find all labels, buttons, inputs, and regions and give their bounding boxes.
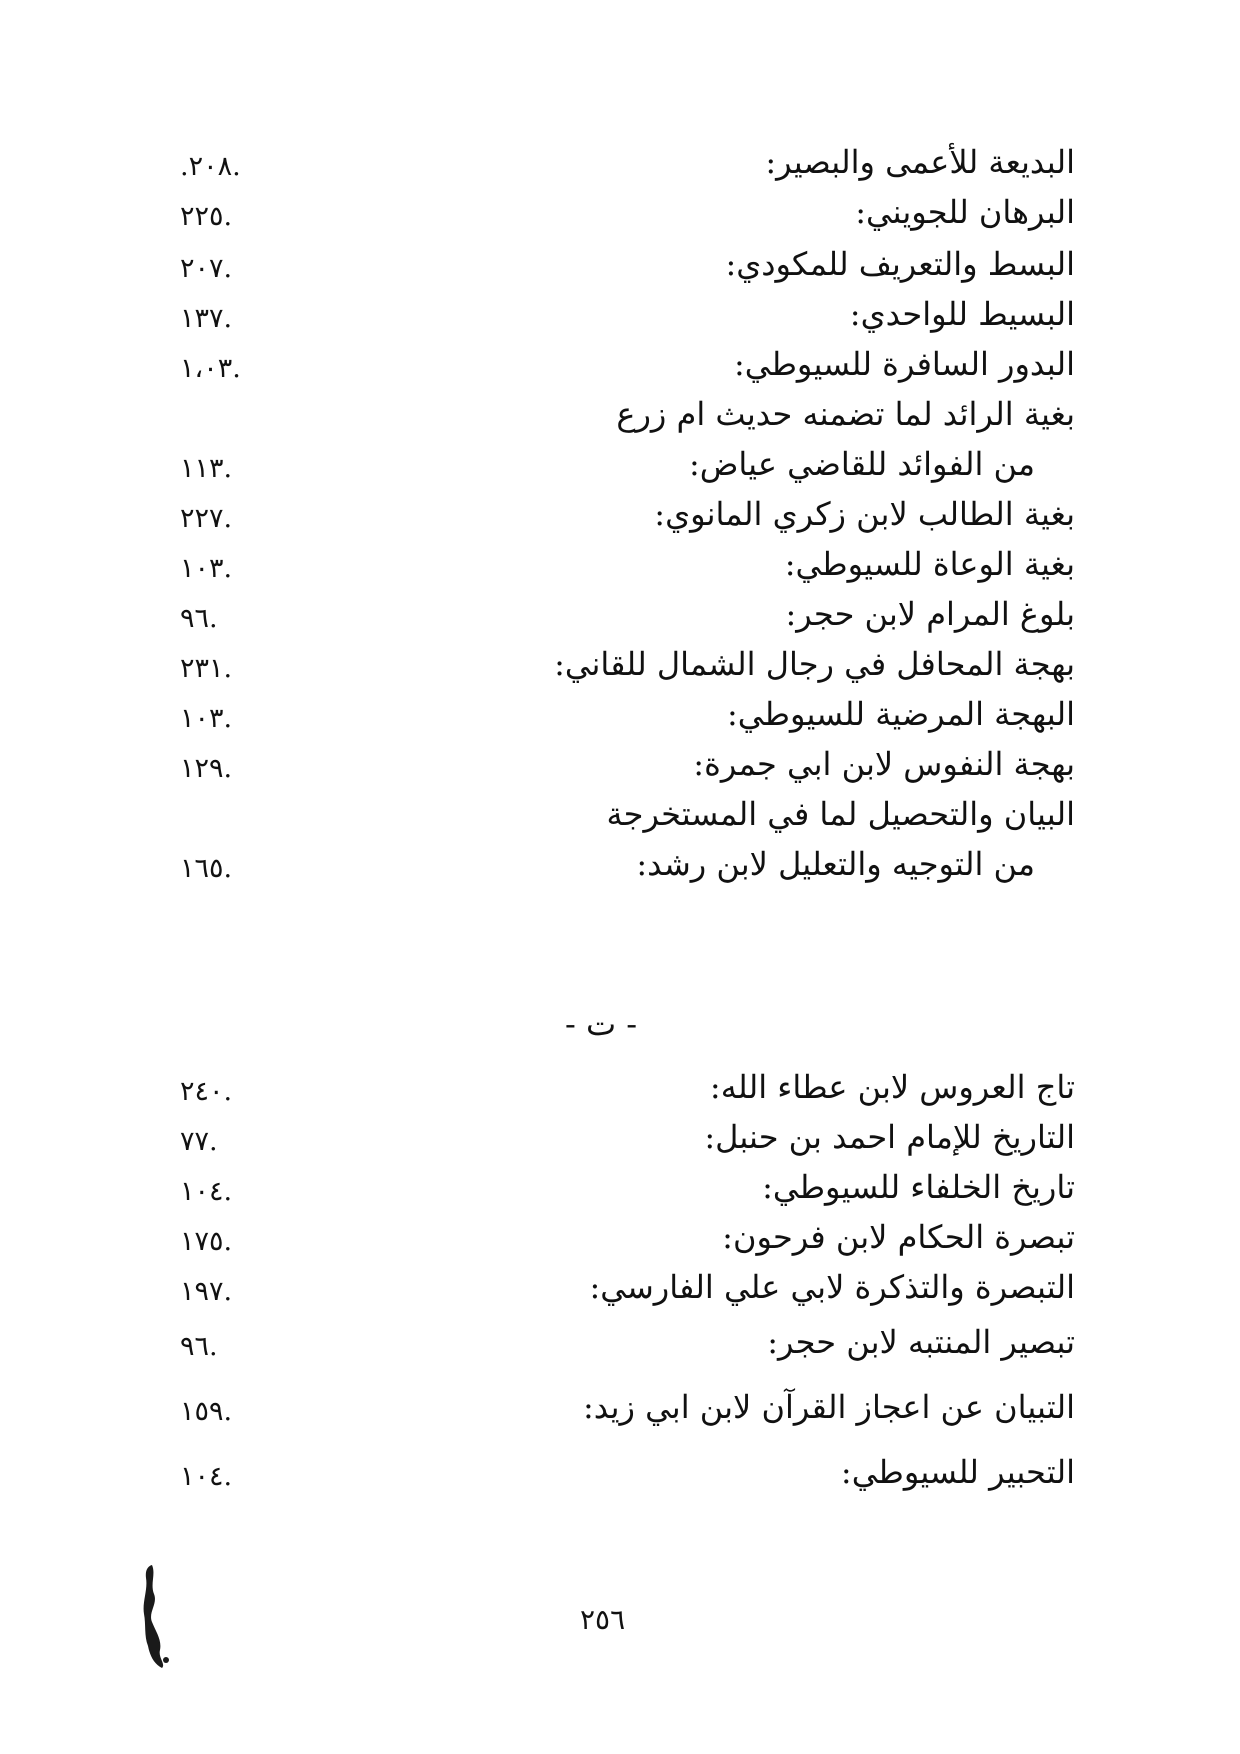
entry-title: التحبير للسيوطي: — [840, 1453, 1075, 1491]
entry-title: بهجة النفوس لابن ابي جمرة: — [693, 745, 1075, 783]
entry-page-number: .٢٠٨. — [180, 151, 241, 182]
entry-page-number: .١١٣ — [180, 453, 233, 484]
entry-title: من الفوائد للقاضي عياض: — [688, 445, 1035, 483]
entry-page-number: .٢٠٧ — [180, 253, 233, 284]
entry-title: من التوجيه والتعليل لابن رشد: — [636, 845, 1035, 883]
index-entry — [150, 1115, 1080, 1165]
section-letter: - ت - — [565, 1005, 638, 1043]
index-entry — [150, 1265, 1080, 1315]
index-entry — [150, 1215, 1080, 1265]
entry-page-number: .١٧٥ — [180, 1226, 233, 1257]
entry-page-number: .٩٦ — [180, 603, 218, 634]
entry-title: بغية الوعاة للسيوطي: — [784, 545, 1075, 583]
entry-page-number: .٧٧ — [180, 1126, 218, 1157]
index-entry — [150, 742, 1080, 792]
entry-page-number: .١٠٣ — [180, 703, 233, 734]
entry-page-number: .١٢٩ — [180, 753, 233, 784]
page-number: ٢٥٦ — [580, 1603, 626, 1636]
entry-page-number: .٢٣١ — [180, 653, 233, 684]
entry-title: البيان والتحصيل لما في المستخرجة — [606, 795, 1075, 833]
entry-title: تاريخ الخلفاء للسيوطي: — [762, 1168, 1075, 1206]
entry-title: بغية الطالب لابن زكري المانوي: — [654, 495, 1075, 533]
entry-title: بلوغ المرام لابن حجر: — [785, 595, 1075, 633]
index-entry — [150, 1385, 1080, 1435]
index-entry — [150, 542, 1080, 592]
index-entry — [150, 292, 1080, 342]
index-entry — [150, 342, 1080, 392]
entry-title: التاريخ للإمام احمد بن حنبل: — [704, 1118, 1075, 1156]
entry-title: تاج العروس لابن عطاء الله: — [709, 1068, 1075, 1106]
index-entry — [150, 1450, 1080, 1500]
entry-page-number: .١٠٤ — [180, 1176, 233, 1207]
index-entry — [150, 492, 1080, 542]
index-entry — [150, 392, 1080, 442]
index-entry — [150, 190, 1080, 240]
entry-title: تبصرة الحكام لابن فرحون: — [722, 1218, 1075, 1256]
entry-page-number: .١٠٤ — [180, 1461, 233, 1492]
section-header — [0, 1002, 1240, 1052]
entry-page-number: .٢٤٠ — [180, 1076, 233, 1107]
entry-title: البهجة المرضية للسيوطي: — [727, 695, 1075, 733]
entry-page-number: .٢٢٥ — [180, 201, 233, 232]
index-entry — [150, 140, 1080, 190]
entry-page-number: .٩٦ — [180, 1331, 218, 1362]
entry-page-number: .١٣٧ — [180, 303, 233, 334]
entry-title: التبصرة والتذكرة لابي علي الفارسي: — [589, 1268, 1075, 1306]
entry-page-number: .١٩٧ — [180, 1276, 233, 1307]
entry-title: بهجة المحافل في رجال الشمال للقاني: — [554, 645, 1075, 683]
index-entry — [150, 792, 1080, 842]
entry-page-number: .١،٠٣ — [180, 353, 241, 384]
entry-title: البديعة للأعمى والبصير: — [765, 143, 1075, 181]
index-entry — [150, 242, 1080, 292]
index-entry — [150, 592, 1080, 642]
index-entry — [150, 842, 1080, 892]
entry-title: التبيان عن اعجاز القرآن لابن ابي زيد: — [583, 1388, 1075, 1426]
entry-title: البدور السافرة للسيوطي: — [734, 345, 1075, 383]
entry-title: البسط والتعريف للمكودي: — [725, 245, 1075, 283]
entry-title: بغية الرائد لما تضمنه حديث ام زرع — [616, 395, 1075, 433]
entry-page-number: .١٠٣ — [180, 553, 233, 584]
index-entry — [150, 1165, 1080, 1215]
entry-title: البرهان للجويني: — [855, 193, 1075, 231]
index-entry — [150, 442, 1080, 492]
index-entry — [150, 692, 1080, 742]
entry-page-number: .١٦٥ — [180, 853, 233, 884]
index-entry — [150, 642, 1080, 692]
entry-page-number: .١٥٩ — [180, 1396, 233, 1427]
entry-title: البسيط للواحدي: — [849, 295, 1075, 333]
ink-blot-mark — [132, 1560, 182, 1670]
entry-title: تبصير المنتبه لابن حجر: — [767, 1323, 1075, 1361]
index-entry — [150, 1320, 1080, 1370]
index-entry — [150, 1065, 1080, 1115]
entry-page-number: .٢٢٧ — [180, 503, 233, 534]
